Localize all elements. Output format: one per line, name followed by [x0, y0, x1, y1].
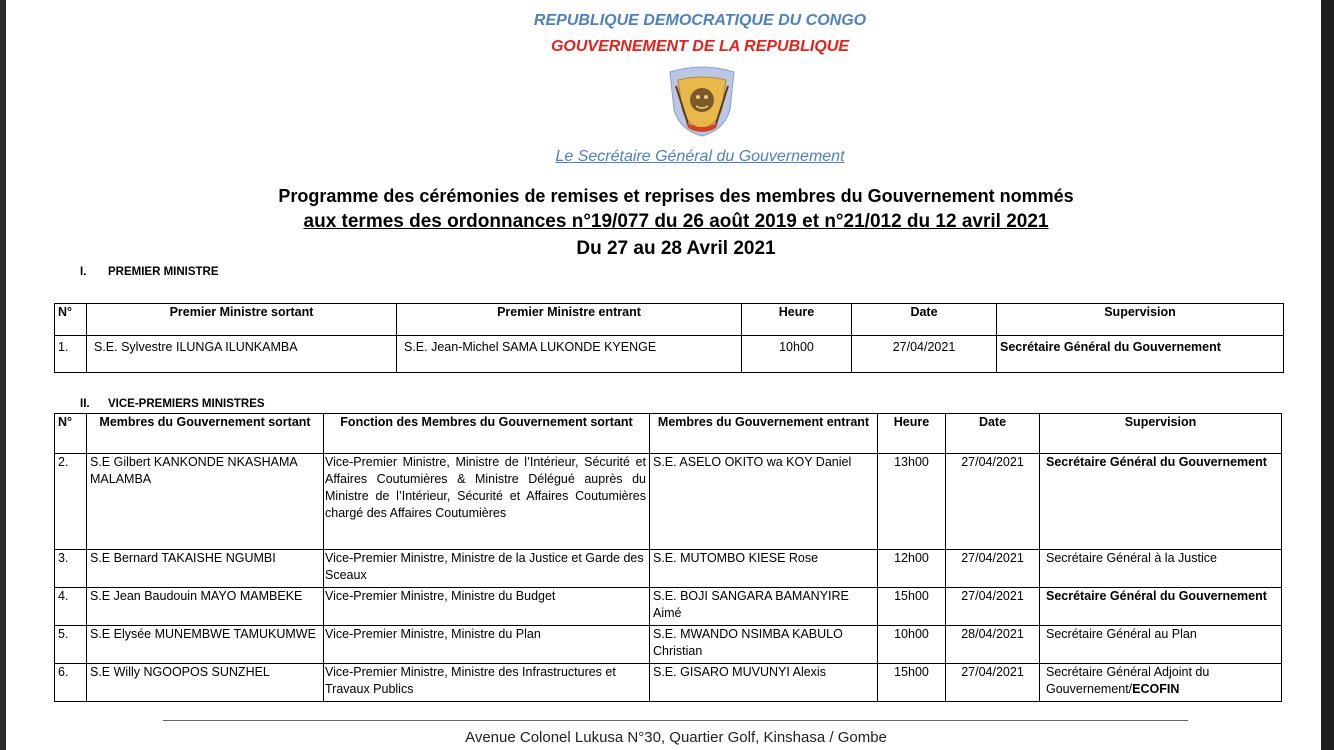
country-name: REPUBLIQUE DEMOCRATIQUE DU CONGO [533, 12, 867, 29]
table-header-row [55, 414, 1282, 454]
col-num: N° [55, 414, 87, 454]
table-row: 4. S.E Jean Baudouin MAYO MAMBEKE Vice-Premier Ministre, Ministre du Budget S.E. BOJI SANGARA BAMANYIRE Aimé 15h00 27/04/2021 Secrétaire Général du Gouvernement [55, 588, 1282, 626]
table-row: 3. S.E Bernard TAKAISHE NGUMBI Vice-Premier Ministre, Ministre de la Justice et Garde des Sceaux S.E. MUTOMBO KIESE Rose 12h00 27/04/2021 Secrétaire Général à la Justice [55, 550, 1282, 588]
section-1-heading: I. PREMIER MINISTRE [80, 266, 219, 278]
col-entrant: Membres du Gouvernement entrant [650, 414, 878, 454]
document-dates: Du 27 au 28 Avril 2021 [576, 238, 776, 259]
col-heure: Heure [742, 304, 852, 336]
col-sortant: Premier Ministre sortant [87, 304, 397, 336]
government-name: GOUVERNEMENT DE LA REPUBLIQUE [550, 38, 850, 55]
table-header-row [55, 304, 1284, 336]
table-row: 5. S.E Elysée MUNEMBWE TAMUKUMWE Vice-Premier Ministre, Ministre du Plan S.E. MWANDO NSIMBA KABULO Christian 10h00 28/04/2021 Secrétaire Général au Plan [55, 626, 1282, 664]
table-row: 6. S.E Willy NGOOPOS SUNZHEL Vice-Premier Ministre, Ministre des Infrastructures et Travaux Publics S.E. GISARO MUVUNYI Alexis 15h00 27/04/2021 Secrétaire Général Adjoint du Gouvernement/ECOFIN [55, 664, 1282, 702]
document-subtitle: aux termes des ordonnances n°19/077 du 26 août 2019 et n°21/012 du 12 avril 2021 [303, 211, 1049, 232]
col-supervision: Supervision [1040, 414, 1282, 454]
secretary-general-heading: Le Secrétaire Général du Gouvernement [555, 148, 845, 165]
document-title: Programme des cérémonies de remises et reprises des membres du Gouvernement nommés [278, 186, 1074, 206]
col-date: Date [946, 414, 1040, 454]
table-row: 1. S.E. Sylvestre ILUNGA ILUNKAMBA S.E. Jean-Michel SAMA LUKONDE KYENGE 10h00 27/04/2021 Secrétaire Général du Gouvernement [55, 336, 1284, 373]
col-heure: Heure [878, 414, 946, 454]
coat-of-arms-icon [664, 66, 740, 138]
window-scrollbar[interactable] [1321, 0, 1334, 750]
col-date: Date [852, 304, 997, 336]
footer-divider [163, 720, 1188, 721]
section-2-heading: II. VICE-PREMIERS MINISTRES [80, 398, 265, 410]
footer-address: Avenue Colonel Lukusa N°30, Quartier Golf, Kinshasa / Gombe [465, 729, 887, 746]
col-fonction: Fonction des Membres du Gouvernement sortant [324, 414, 650, 454]
col-entrant: Premier Ministre entrant [397, 304, 742, 336]
table-row: 2. S.E Gilbert KANKONDE NKASHAMA MALAMBA Vice-Premier Ministre, Ministre de l’Intérieur, Sécurité et Affaires Coutumières & Ministre Délégué auprès du Ministre de l’Intérieur, Sécurité et Affaires Coutumières chargé des Affaires Coutumières S.E. ASELO OKITO wa KOY Daniel 13h00 27/04/2021 Secrétaire Général du Gouvernement [55, 454, 1282, 550]
vice-premiers-ministres-table [54, 413, 1282, 702]
document-page [6, 0, 1321, 750]
col-num: N° [55, 304, 87, 336]
col-supervision: Supervision [997, 304, 1284, 336]
col-sortant: Membres du Gouvernement sortant [87, 414, 324, 454]
premier-ministre-table [54, 303, 1284, 373]
